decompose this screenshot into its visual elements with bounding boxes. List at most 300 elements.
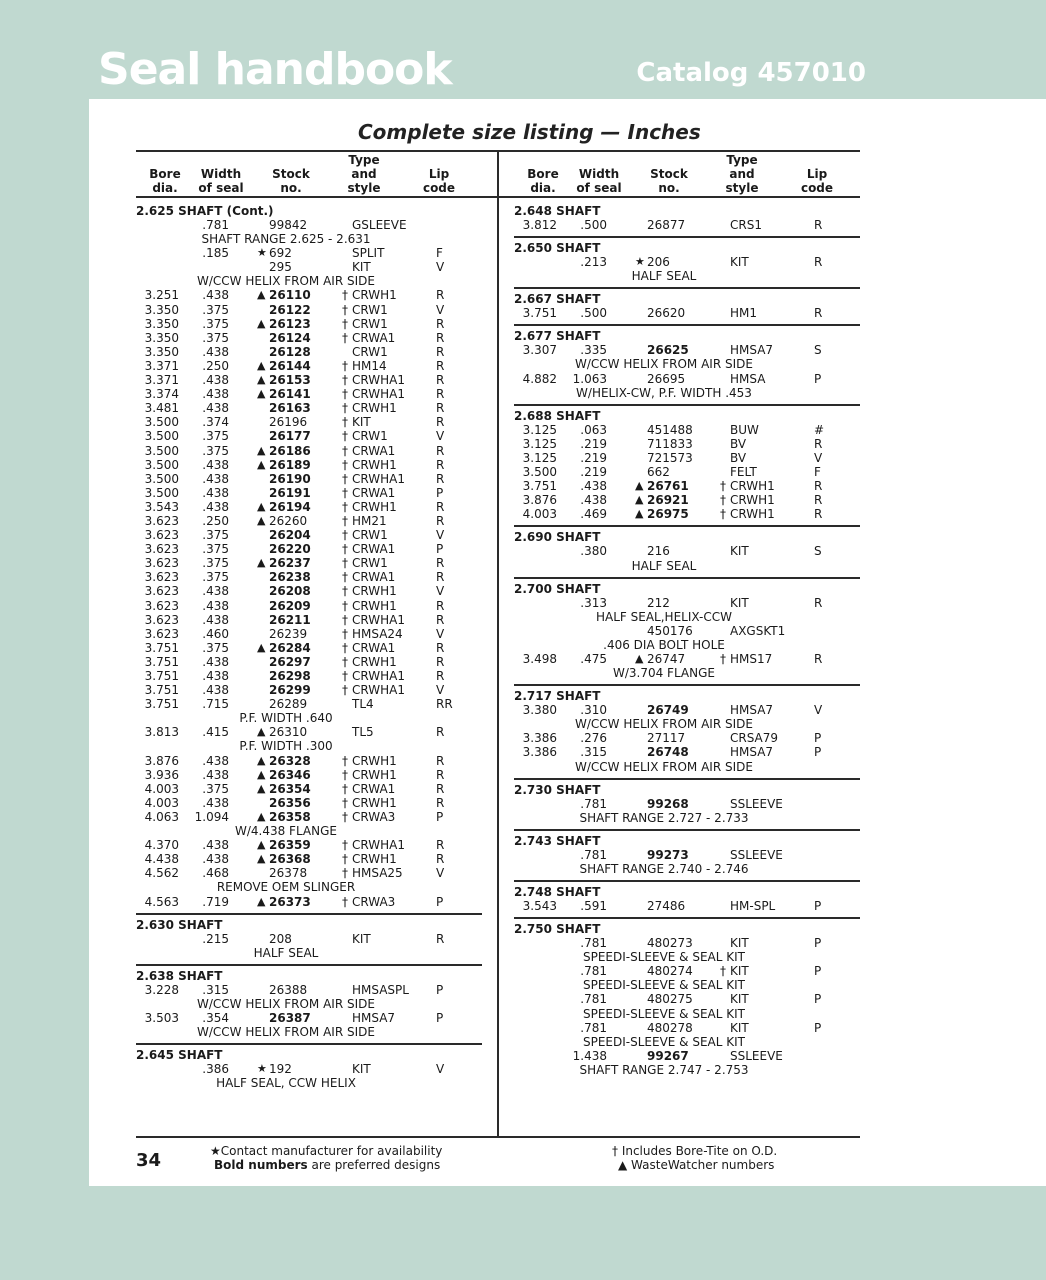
type-style: CRWH1 xyxy=(730,493,775,508)
shaft-section xyxy=(514,204,860,232)
stock-no: 27117 xyxy=(647,731,686,746)
lip-code: P xyxy=(814,992,822,1007)
bore-dia: 3.623 xyxy=(144,513,179,528)
table-row xyxy=(514,451,860,465)
section-title: 2.690 SHAFT xyxy=(514,530,601,545)
dagger-icon: † xyxy=(342,387,348,402)
lip-code: R xyxy=(814,507,823,522)
triangle-icon: ▲ xyxy=(635,507,644,521)
lip-code: R xyxy=(436,654,445,669)
star-icon: ★ xyxy=(257,246,267,260)
dagger-icon: † xyxy=(342,795,348,810)
seal-width: .719 xyxy=(202,894,229,909)
stock-no: 99842 xyxy=(269,218,308,232)
triangle-icon: ▲ xyxy=(257,852,266,866)
bore-dia: 3.623 xyxy=(144,528,179,543)
row-note: W/3.704 FLANGE xyxy=(612,666,715,681)
seal-width: .380 xyxy=(580,544,607,559)
stock-no: 216 xyxy=(647,544,670,559)
bore-dia: 3.500 xyxy=(144,457,179,472)
table-row xyxy=(136,218,482,232)
bore-dia: 4.003 xyxy=(144,781,179,796)
stock-no: 711833 xyxy=(647,436,693,451)
seal-width: .781 xyxy=(580,936,607,951)
dagger-icon: † xyxy=(342,542,348,557)
footnote-triangle: ▲ WasteWatcher numbers xyxy=(618,1158,775,1172)
shaft-section xyxy=(514,530,860,572)
lip-code: R xyxy=(814,306,823,321)
lip-code: R xyxy=(436,598,445,613)
triangle-icon: ▲ xyxy=(257,499,266,513)
footer-rule xyxy=(136,1136,860,1138)
section-title: 2.717 SHAFT xyxy=(514,689,601,704)
stock-no: 26204 xyxy=(269,528,311,543)
dagger-icon: † xyxy=(342,485,348,500)
row-note: SHAFT RANGE 2.747 - 2.753 xyxy=(579,1062,749,1077)
stock-no: 26749 xyxy=(647,703,689,718)
dagger-icon: † xyxy=(342,584,348,599)
section-title: 2.688 SHAFT xyxy=(514,408,601,423)
col-header-lip: Lip code xyxy=(422,167,456,195)
type-style: CRW1 xyxy=(352,316,388,331)
stock-no: 26297 xyxy=(269,654,311,669)
bore-dia: 3.623 xyxy=(144,584,179,599)
seal-width: .781 xyxy=(580,992,607,1007)
type-style: HM1 xyxy=(730,306,758,321)
lip-code: P xyxy=(436,542,444,557)
type-style: HMS17 xyxy=(730,651,773,666)
shaft-section xyxy=(136,918,482,960)
triangle-icon: ▲ xyxy=(257,781,266,795)
dagger-icon: † xyxy=(342,415,348,430)
table-row xyxy=(136,331,482,345)
seal-width: .438 xyxy=(202,753,229,768)
shaft-section xyxy=(514,689,860,773)
row-note: HALF SEAL, CCW HELIX xyxy=(216,1076,356,1091)
type-style: FELT xyxy=(730,465,757,480)
stock-no: 26211 xyxy=(269,612,311,627)
seal-width: .591 xyxy=(580,899,607,913)
bore-dia: 3.481 xyxy=(144,401,179,416)
table-row xyxy=(514,255,860,269)
dagger-icon: † xyxy=(342,894,348,909)
dagger-icon: † xyxy=(342,471,348,486)
stock-no: 26163 xyxy=(269,401,311,416)
type-style: BV xyxy=(730,436,747,451)
type-style: CRWH1 xyxy=(352,584,397,599)
table-row xyxy=(136,514,482,528)
stock-no: 26368 xyxy=(269,852,311,867)
type-style: CRWHA1 xyxy=(352,387,405,402)
table-row xyxy=(136,697,482,711)
stock-no: 26298 xyxy=(269,669,311,683)
shaft-section xyxy=(514,834,860,876)
seal-width: 1.094 xyxy=(194,809,229,824)
seal-width: .375 xyxy=(202,640,229,655)
seal-width: .438 xyxy=(202,288,229,303)
table-row xyxy=(136,260,482,274)
table-row xyxy=(514,624,860,638)
seal-width: .374 xyxy=(202,415,229,430)
stock-no: 26346 xyxy=(269,767,311,782)
stock-no: 26239 xyxy=(269,626,308,641)
type-style: KIT xyxy=(352,1062,371,1077)
row-note: W/HELIX-CW, P.F. WIDTH .453 xyxy=(576,385,752,400)
seal-width: .438 xyxy=(580,493,607,508)
stock-no: 26356 xyxy=(269,795,311,810)
seal-width: .469 xyxy=(580,507,607,522)
seal-width: .781 xyxy=(202,218,229,232)
type-style: HMSA7 xyxy=(730,343,774,358)
table-row xyxy=(136,669,482,683)
lip-code: R xyxy=(436,288,445,303)
stock-no: 26378 xyxy=(269,866,308,881)
stock-no: 26289 xyxy=(269,697,308,712)
seal-width: .354 xyxy=(202,1010,229,1025)
lip-code: R xyxy=(436,669,445,683)
dagger-icon: † xyxy=(342,767,348,782)
type-style: KIT xyxy=(352,260,371,275)
type-style: CRWHA1 xyxy=(352,373,405,388)
row-note: W/CCW HELIX FROM AIR SIDE xyxy=(197,996,375,1011)
stock-no: 26190 xyxy=(269,471,311,486)
bore-dia: 3.251 xyxy=(144,288,179,303)
type-style: CRWH1 xyxy=(730,507,775,522)
col-header-bore: Bore dia. xyxy=(527,167,559,195)
section-title: 2.650 SHAFT xyxy=(514,241,601,256)
type-style: CRW1 xyxy=(352,556,388,571)
triangle-icon: ▲ xyxy=(257,767,266,781)
type-style: HMSA7 xyxy=(352,1010,396,1025)
triangle-icon: ▲ xyxy=(257,753,266,767)
seal-width: .375 xyxy=(202,330,229,345)
seal-width: .375 xyxy=(202,781,229,796)
section-rule xyxy=(514,287,860,289)
stock-no: 26238 xyxy=(269,570,311,585)
type-style: CRWA1 xyxy=(352,542,396,557)
dagger-icon: † xyxy=(342,626,348,641)
table-row xyxy=(514,544,860,558)
table-row xyxy=(514,423,860,437)
star-icon: ★ xyxy=(635,255,645,269)
bore-dia: 4.063 xyxy=(144,809,179,824)
seal-width: .415 xyxy=(202,725,229,740)
stock-no: 26110 xyxy=(269,288,311,303)
col-header-stock: Stock no. xyxy=(272,167,310,195)
col-header-type: Type and style xyxy=(725,153,759,195)
section-rule xyxy=(514,525,860,527)
dagger-icon: † xyxy=(342,598,348,613)
table-row xyxy=(136,983,482,997)
table-row xyxy=(136,627,482,641)
table-row xyxy=(514,797,860,811)
type-style: CRWH1 xyxy=(352,852,397,867)
table-row xyxy=(136,584,482,598)
table-row xyxy=(514,372,860,386)
table-row xyxy=(136,288,482,302)
type-style: CRWH1 xyxy=(352,654,397,669)
table-row xyxy=(514,936,860,950)
bore-dia: 3.751 xyxy=(144,697,179,712)
bore-dia: 3.751 xyxy=(144,669,179,683)
row-note: SHAFT RANGE 2.625 - 2.631 xyxy=(201,232,371,247)
bore-dia: 3.812 xyxy=(522,218,557,232)
lip-code: P xyxy=(814,745,822,760)
stock-no: 206 xyxy=(647,255,670,270)
stock-no: 26284 xyxy=(269,640,311,655)
lip-code: V xyxy=(814,703,823,718)
table-row xyxy=(514,652,860,666)
section-title: 2.645 SHAFT xyxy=(136,1048,223,1063)
section-title: 2.748 SHAFT xyxy=(514,885,601,899)
triangle-icon: ▲ xyxy=(257,838,266,852)
bore-dia: 3.228 xyxy=(144,982,179,997)
lip-code: P xyxy=(436,485,444,500)
type-style: CRWA1 xyxy=(352,640,396,655)
bore-dia: 3.936 xyxy=(144,767,179,782)
lip-code: R xyxy=(436,753,445,768)
triangle-icon: ▲ xyxy=(635,651,644,665)
lip-code: R xyxy=(436,931,445,946)
footnote-star: ★Contact manufacturer for availability xyxy=(210,1144,443,1158)
lip-code: R xyxy=(436,725,445,740)
lip-code: R xyxy=(436,499,445,514)
dagger-icon: † xyxy=(342,612,348,627)
dagger-icon: † xyxy=(720,493,726,508)
lip-code: P xyxy=(814,1020,822,1035)
type-style: KIT xyxy=(730,992,749,1007)
table-row xyxy=(514,465,860,479)
stock-no: 26189 xyxy=(269,457,311,472)
type-style: KIT xyxy=(730,255,749,270)
seal-width: .438 xyxy=(202,485,229,500)
stock-no: 480274 xyxy=(647,964,693,979)
triangle-icon: ▲ xyxy=(257,725,266,739)
bore-dia: 4.563 xyxy=(144,894,179,909)
bore-dia: 3.350 xyxy=(144,302,179,317)
dagger-icon: † xyxy=(342,373,348,388)
type-style: CRWA3 xyxy=(352,894,396,909)
stock-no: 26128 xyxy=(269,344,311,359)
type-style: HM-SPL xyxy=(730,899,776,913)
section-rule xyxy=(136,1043,482,1045)
table-row xyxy=(514,493,860,507)
row-note: W/4.438 FLANGE xyxy=(234,824,337,839)
type-style: CRWHA1 xyxy=(352,669,405,683)
section-title: 2.638 SHAFT xyxy=(136,968,223,983)
type-style: KIT xyxy=(730,964,749,979)
bore-dia: 3.751 xyxy=(522,479,557,494)
stock-no: 99267 xyxy=(647,1048,689,1063)
section-rule xyxy=(136,964,482,966)
bore-dia: 3.500 xyxy=(144,485,179,500)
type-style: HM14 xyxy=(352,358,387,373)
seal-width: 1.438 xyxy=(572,1048,607,1063)
seal-width: .386 xyxy=(202,1062,229,1077)
triangle-icon: ▲ xyxy=(257,373,266,387)
seal-width: .438 xyxy=(202,838,229,853)
row-note: W/CCW HELIX FROM AIR SIDE xyxy=(197,1025,375,1040)
triangle-icon: ▲ xyxy=(257,556,266,570)
bore-dia: 4.003 xyxy=(522,507,557,522)
type-style: TL5 xyxy=(352,725,374,740)
shaft-section xyxy=(514,885,860,913)
bore-dia: 4.003 xyxy=(144,795,179,810)
bore-dia: 3.374 xyxy=(144,387,179,402)
lip-code: R xyxy=(436,767,445,782)
type-style: SSLEEVE xyxy=(730,1048,783,1063)
bore-dia: 3.386 xyxy=(522,745,557,760)
type-style: CRWA1 xyxy=(352,781,396,796)
bore-dia: 3.350 xyxy=(144,330,179,345)
type-style: AXGSKT1 xyxy=(730,623,786,638)
stock-no: 26153 xyxy=(269,373,311,388)
lip-code: R xyxy=(814,493,823,508)
stock-no: 26191 xyxy=(269,485,311,500)
type-style: GSLEEVE xyxy=(352,218,407,232)
dagger-icon: † xyxy=(342,669,348,683)
table-row xyxy=(136,782,482,796)
type-style: KIT xyxy=(730,544,749,559)
table-row xyxy=(136,725,482,739)
bore-dia: 3.500 xyxy=(144,443,179,458)
dagger-icon: † xyxy=(342,429,348,444)
type-style: HMSA7 xyxy=(730,745,774,760)
table-row xyxy=(136,373,482,387)
stock-no: 662 xyxy=(647,465,670,480)
table-row xyxy=(136,303,482,317)
stock-no: 480278 xyxy=(647,1020,693,1035)
bore-dia: 3.125 xyxy=(522,436,557,451)
stock-no: 692 xyxy=(269,246,292,261)
seal-width: .438 xyxy=(202,612,229,627)
dagger-icon: † xyxy=(342,513,348,528)
seal-width: .438 xyxy=(202,669,229,683)
dagger-icon: † xyxy=(612,1144,618,1158)
dagger-icon: † xyxy=(342,302,348,317)
row-note: SPEEDI-SLEEVE & SEAL KIT xyxy=(582,1006,746,1021)
row-note: SPEEDI-SLEEVE & SEAL KIT xyxy=(582,1034,746,1049)
table-row xyxy=(136,895,482,909)
lip-code: P xyxy=(436,982,444,997)
section-rule xyxy=(514,829,860,831)
lip-code: R xyxy=(436,373,445,388)
type-style: CRWA1 xyxy=(352,443,396,458)
row-note: W/CCW HELIX FROM AIR SIDE xyxy=(575,717,753,732)
dagger-icon: † xyxy=(342,852,348,867)
section-title: 2.750 SHAFT xyxy=(514,922,601,937)
seal-width: .438 xyxy=(202,654,229,669)
table-row xyxy=(136,866,482,880)
type-style: CRW1 xyxy=(352,302,388,317)
row-note: HALF SEAL,HELIX-CCW xyxy=(596,609,732,624)
seal-width: .438 xyxy=(202,457,229,472)
seal-width: .475 xyxy=(580,651,607,666)
seal-width: .438 xyxy=(202,852,229,867)
stock-no: 26695 xyxy=(647,371,686,386)
row-note: P.F. WIDTH .640 xyxy=(239,711,333,726)
shaft-section xyxy=(514,922,860,1077)
section-rule xyxy=(136,913,482,915)
star-icon: ★ xyxy=(210,1144,221,1158)
lip-code: F xyxy=(436,246,443,261)
lip-code: P xyxy=(814,371,822,386)
table-row xyxy=(136,401,482,415)
bore-dia: 3.125 xyxy=(522,422,557,437)
lip-code: S xyxy=(814,343,822,358)
stock-no: 26124 xyxy=(269,330,311,345)
seal-width: .375 xyxy=(202,443,229,458)
stock-no: 26122 xyxy=(269,302,311,317)
lip-code: R xyxy=(436,838,445,853)
table-row xyxy=(514,848,860,862)
stock-no: 26359 xyxy=(269,838,311,853)
section-rule xyxy=(514,324,860,326)
table-row xyxy=(136,932,482,946)
seal-width: .438 xyxy=(202,401,229,416)
table-row xyxy=(136,486,482,500)
type-style: CRWH1 xyxy=(352,457,397,472)
lip-code: RR xyxy=(436,697,453,712)
col-header-type: Type and style xyxy=(347,153,381,195)
dagger-icon: † xyxy=(720,651,726,666)
bore-dia: 3.500 xyxy=(144,429,179,444)
shaft-section xyxy=(136,969,482,1039)
lip-code: V xyxy=(814,450,823,465)
stock-no: 26748 xyxy=(647,745,689,760)
seal-width: .438 xyxy=(202,373,229,388)
lip-code: P xyxy=(814,964,822,979)
lip-code: V xyxy=(436,584,445,599)
shaft-section xyxy=(514,241,860,283)
stock-no: 26299 xyxy=(269,683,311,698)
dagger-icon: † xyxy=(342,358,348,373)
type-style: SSLEEVE xyxy=(730,796,783,811)
seal-width: .315 xyxy=(202,982,229,997)
shaft-section xyxy=(514,783,860,825)
type-style: HMSA7 xyxy=(730,703,774,718)
dagger-icon: † xyxy=(720,479,726,494)
seal-width: .500 xyxy=(580,306,607,321)
type-style: CRSA79 xyxy=(730,731,779,746)
dagger-icon: † xyxy=(342,330,348,345)
lip-code: R xyxy=(436,795,445,810)
table-row xyxy=(136,1062,482,1076)
type-style: CRWHA1 xyxy=(352,612,405,627)
bore-dia: 3.751 xyxy=(144,640,179,655)
bore-dia: 3.751 xyxy=(144,654,179,669)
lip-code: R xyxy=(436,457,445,472)
section-title: 2.648 SHAFT xyxy=(514,204,601,218)
type-style: CRWHA1 xyxy=(352,838,405,853)
seal-width: .468 xyxy=(202,866,229,881)
seal-width: .781 xyxy=(580,796,607,811)
section-title: 2.700 SHAFT xyxy=(514,581,601,596)
seal-width: .438 xyxy=(202,767,229,782)
type-style: CRW1 xyxy=(352,344,388,359)
stock-no: 26620 xyxy=(647,306,686,321)
stock-no: 212 xyxy=(647,595,670,610)
triangle-icon: ▲ xyxy=(257,894,266,908)
bore-dia: 3.623 xyxy=(144,598,179,613)
triangle-icon: ▲ xyxy=(257,457,266,471)
lip-code: R xyxy=(436,330,445,345)
type-style: CRW1 xyxy=(352,429,388,444)
type-style: KIT xyxy=(352,931,371,946)
seal-width: .276 xyxy=(580,731,607,746)
stock-no: 208 xyxy=(269,931,292,946)
bore-dia: 3.125 xyxy=(522,450,557,465)
